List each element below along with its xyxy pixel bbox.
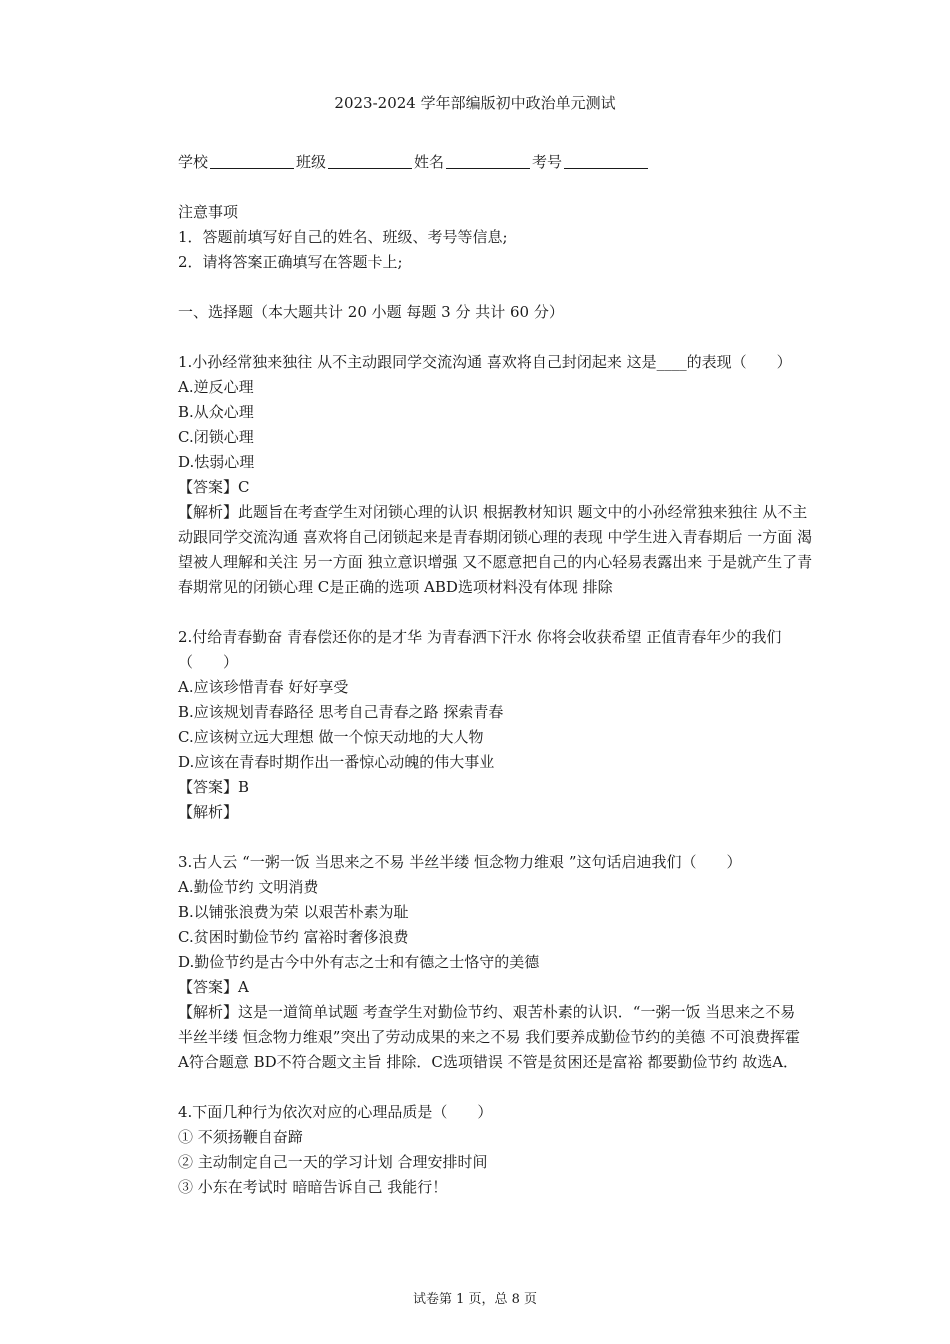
option-c: C.贫困时勤俭节约 富裕时奢侈浪费 xyxy=(178,928,409,946)
option-a: A.应该珍惜青春 好好享受 xyxy=(178,678,349,696)
question-stem: 1.小孙经常独来独往 从不主动跟同学交流沟通 喜欢将自己封闭起来 这是____的表现（ ） xyxy=(178,353,792,371)
exam-no-field[interactable] xyxy=(564,153,648,169)
page-title: 2023-2024 学年部编版初中政治单元测试 xyxy=(334,94,616,112)
page-footer: 试卷第 1 页，总 8 页 xyxy=(412,1292,538,1307)
answer: 【答案】A xyxy=(178,978,249,996)
answer: 【答案】B xyxy=(178,778,250,796)
option-d: D.怯弱心理 xyxy=(178,453,255,471)
question-2 xyxy=(178,625,814,825)
question-3 xyxy=(178,850,814,1075)
question-stem: 4.下面几种行为依次对应的心理品质是（ ） xyxy=(178,1103,493,1121)
option-c: C.闭锁心理 xyxy=(178,428,254,446)
note-item: 2．请将答案正确填写在答题卡上; xyxy=(178,253,403,271)
option-b: B.以铺张浪费为荣 以艰苦朴素为耻 xyxy=(178,903,409,921)
section-heading: 一、选择题（本大题共计 20 小题 每题 3 分 共计 60 分） xyxy=(178,303,564,321)
school-label: 学校 xyxy=(178,153,209,171)
question-stem: 3.古人云 “一粥一饭 当思来之不易 半丝半缕 恒念物力维艰 ”这句话启迪我们（ ） xyxy=(178,853,742,871)
notes-heading: 注意事项 xyxy=(178,203,239,221)
option-d: D.勤俭节约是古今中外有志之士和有德之士恪守的美德 xyxy=(178,953,540,971)
statement-1: ① 不须扬鞭自奋蹄 xyxy=(178,1128,303,1146)
exam-content xyxy=(178,150,814,1200)
option-b: B.应该规划青春路径 思考自己青春之路 探索青春 xyxy=(178,703,504,721)
analysis: 【解析】此题旨在考查学生对闭锁心理的认识 根据教材知识 题文中的小孙经常独来独往 从不主动跟同学交流沟通 喜欢将自己闭锁起来是青春期闭锁心理的表现 中学生进入青春期后 一方面 渴望被人理解和关注 另一方面 独立意识增强 又不愿意把自己的内心轻易表露出来 于是就产生了青春期常见的闭锁心理 C是正确的选项 ABD选项材料没有体现 排除 xyxy=(178,503,813,596)
name-label: 姓名 xyxy=(414,153,445,171)
answer: 【答案】C xyxy=(178,478,250,496)
class-label: 班级 xyxy=(296,153,327,171)
statement-3: ③ 小东在考试时 暗暗告诉自己 我能行！ xyxy=(178,1178,448,1196)
option-b: B.从众心理 xyxy=(178,403,254,421)
analysis: 【解析】 xyxy=(178,803,239,821)
class-field[interactable] xyxy=(328,153,412,169)
school-field[interactable] xyxy=(210,153,294,169)
name-field[interactable] xyxy=(446,153,530,169)
exam-no-label: 考号 xyxy=(532,153,563,171)
option-a: A.逆反心理 xyxy=(178,378,254,396)
question-stem: 2.付给青春勤奋 青春偿还你的是才华 为青春洒下汗水 你将会收获希望 正值青春年少的我们（ ） xyxy=(178,628,782,671)
option-c: C.应该树立远大理想 做一个惊天动地的大人物 xyxy=(178,728,484,746)
statement-2: ② 主动制定自己一天的学习计划 合理安排时间 xyxy=(178,1153,488,1171)
student-info-row xyxy=(178,150,814,175)
analysis: 【解析】这是一道简单试题 考查学生对勤俭节约、艰苦朴素的认识．“一粥一饭 当思来之不易 半丝半缕 恒念物力维艰”突出了劳动成果的来之不易 我们要养成勤俭节约的美德 不可浪费挥霍 A符合题意 BD不符合题文主旨 排除．C选项错误 不管是贫困还是富裕 都要勤俭节约 故选A． xyxy=(178,1003,800,1071)
option-d: D.应该在青春时期作出一番惊心动魄的伟大事业 xyxy=(178,753,495,771)
question-1 xyxy=(178,350,814,600)
question-4 xyxy=(178,1100,814,1200)
note-item: 1．答题前填写好自己的姓名、班级、考号等信息; xyxy=(178,228,508,246)
option-a: A.勤俭节约 文明消费 xyxy=(178,878,319,896)
